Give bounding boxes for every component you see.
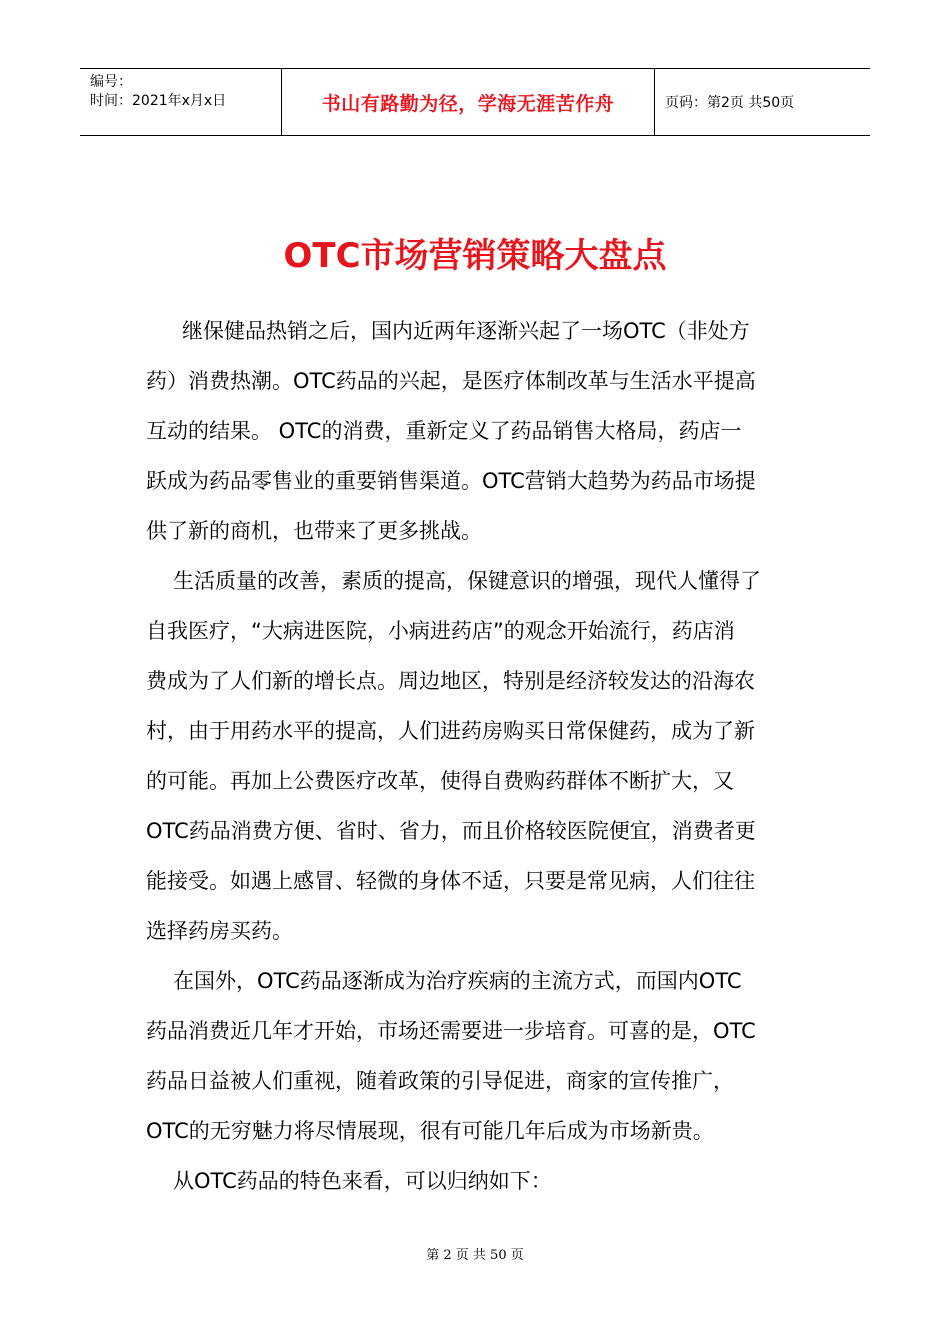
header-page-info: 页码：第2页 共50页 <box>665 95 795 111</box>
header-page-cell <box>655 69 870 135</box>
document-time-label: 时间：2021年x月x日 <box>90 93 227 109</box>
paragraph-line: 药）消费热潮。OTC药品的兴起，是医疗体制改革与生活水平提高 <box>146 369 756 393</box>
paragraph-line: 从OTC药品的特色来看，可以归纳如下： <box>173 1169 552 1193</box>
paragraph-line: 的可能。再加上公费医疗改革，使得自费购药群体不断扩大，又 <box>146 769 734 793</box>
paragraph-line: 供了新的商机，也带来了更多挑战。 <box>146 519 482 543</box>
paragraph-line: 自我医疗，“大病进医院，小病进药店”的观念开始流行，药店消 <box>146 619 735 643</box>
paragraph-line: 村，由于用药水平的提高，人们进药房购买日常保健药，成为了新 <box>146 719 755 743</box>
paragraph-line: 跃成为药品零售业的重要销售渠道。OTC营销大趋势为药品市场提 <box>146 469 756 493</box>
paragraph-line: 能接受。如遇上感冒、轻微的身体不适，只要是常见病，人们往往 <box>146 869 755 893</box>
paragraph <box>146 306 806 556</box>
paragraph-line: 互动的结果。 OTC的消费，重新定义了药品销售大格局，药店一 <box>146 419 742 443</box>
document-number-label: 编号： <box>90 74 132 90</box>
paragraph-line: 生活质量的改善，素质的提高，保键意识的增强，现代人懂得了 <box>173 569 761 593</box>
paragraph-line: OTC的无穷魅力将尽情展现，很有可能几年后成为市场新贵。 <box>146 1119 714 1143</box>
paragraph <box>146 1156 806 1206</box>
page-footer: 第 2 页 共 50 页 <box>426 1248 524 1263</box>
header-motto: 书山有路勤为径，学海无涯苦作舟 <box>321 92 615 115</box>
header-table <box>80 68 870 136</box>
paragraph <box>146 956 806 1156</box>
paragraph-line: 继保健品热销之后，国内近两年逐渐兴起了一场OTC（非处方 <box>182 319 750 343</box>
paragraph <box>146 556 806 956</box>
paragraph-line: 费成为了人们新的增长点。周边地区，特别是经济较发达的沿海农 <box>146 669 755 693</box>
paragraph-line: 选择药房买药。 <box>146 919 293 943</box>
document-title: OTC市场营销策略大盘点 <box>283 236 667 276</box>
document-body <box>146 306 806 1206</box>
paragraph-line: OTC药品消费方便、省时、省力，而且价格较医院便宜，消费者更 <box>146 819 756 843</box>
paragraph-line: 药品日益被人们重视，随着政策的引导促进，商家的宣传推广， <box>146 1069 734 1093</box>
header-motto-cell <box>282 69 655 135</box>
paragraph-line: 药品消费近几年才开始，市场还需要进一步培育。可喜的是，OTC <box>146 1019 756 1043</box>
header-meta-cell <box>80 69 282 135</box>
paragraph-line: 在国外，OTC药品逐渐成为治疗疾病的主流方式，而国内OTC <box>173 969 742 993</box>
